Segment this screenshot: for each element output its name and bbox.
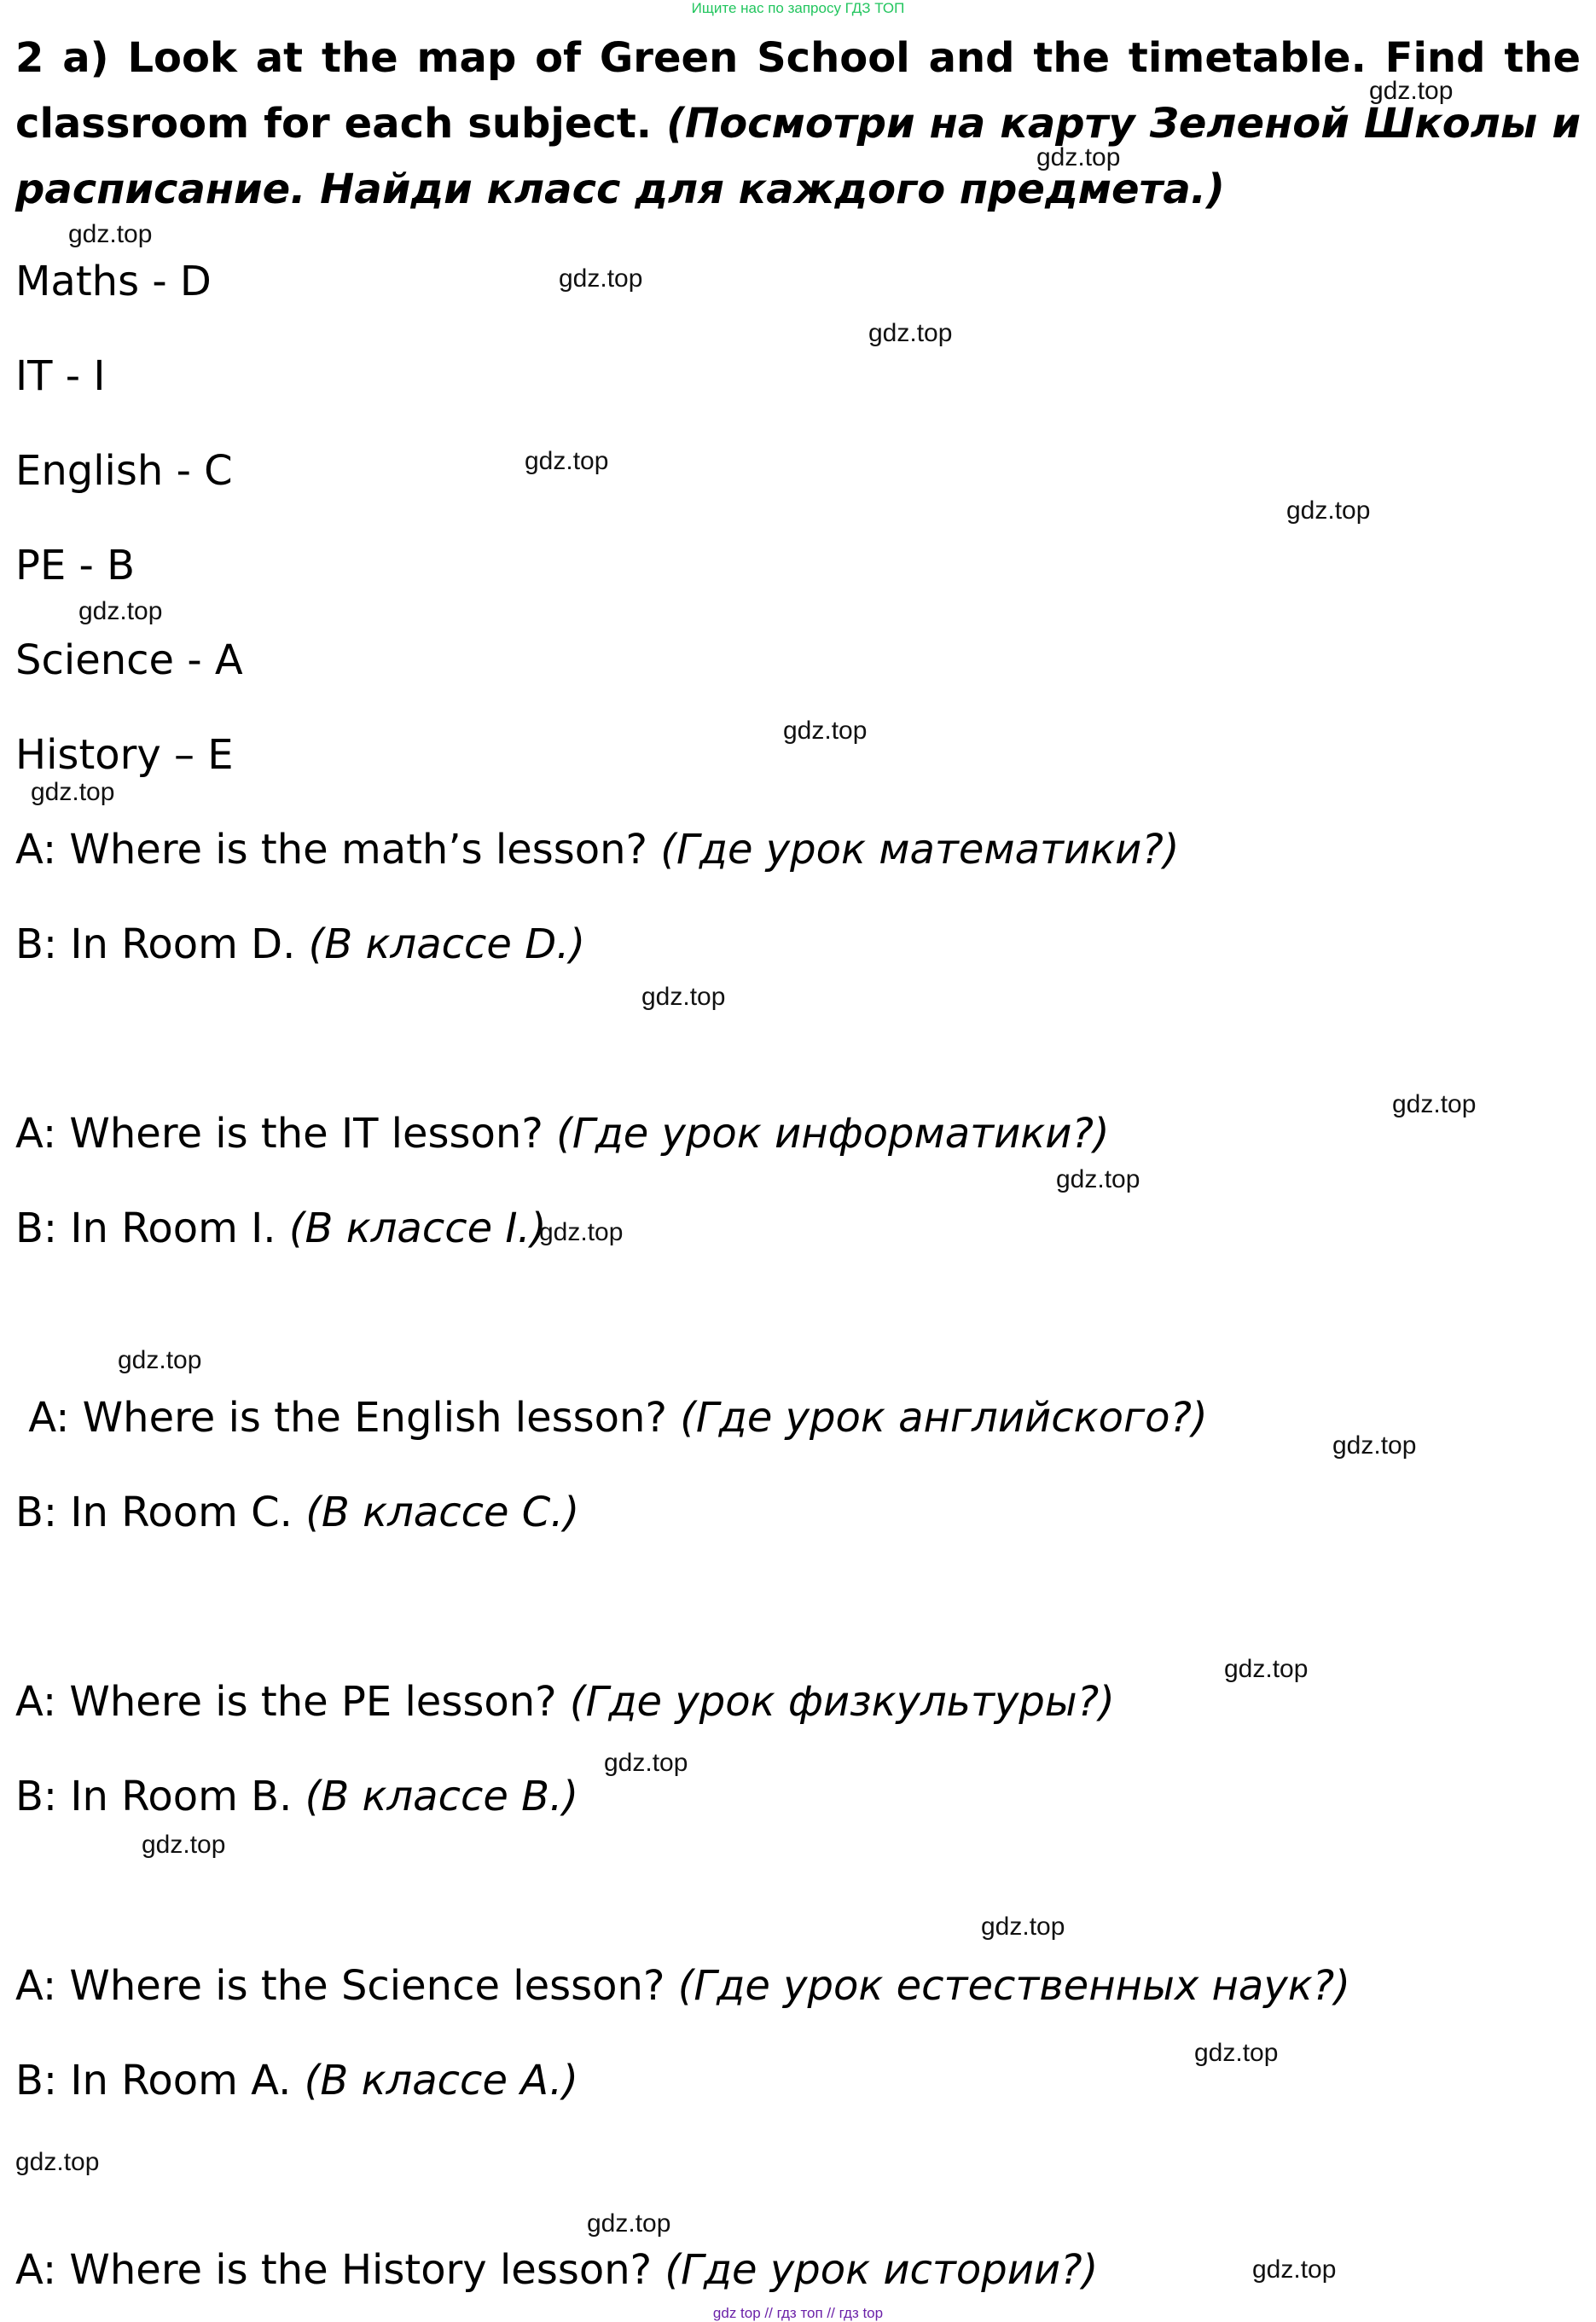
- top-search-note: Ищите нас по запросу ГДЗ ТОП: [691, 0, 905, 16]
- question-ru: (Где урок физкультуры?): [569, 1678, 1115, 1726]
- dialogue-question: [15, 1392, 1208, 1443]
- watermark: gdz.top: [539, 1218, 624, 1246]
- watermark: gdz.top: [15, 2148, 100, 2176]
- watermark: gdz.top: [559, 264, 643, 293]
- answer-ru: (В классе B.): [305, 1773, 579, 1820]
- dialogue-answer: [15, 2055, 578, 2106]
- answer-en: B: In Room D.: [15, 920, 296, 968]
- question-en: A: Where is the History lesson?: [15, 2246, 653, 2294]
- watermark: gdz.top: [1286, 496, 1371, 525]
- answer-en: B: In Room A.: [15, 2057, 292, 2104]
- footer-note: gdz top // гдз топ // гдз top: [712, 2305, 884, 2321]
- watermark: gdz.top: [1036, 143, 1121, 171]
- answer-ru: (В классе I.): [288, 1205, 547, 1252]
- dialogue-answer: [15, 1203, 547, 1254]
- watermark: gdz.top: [1224, 1655, 1309, 1683]
- watermark: gdz.top: [868, 319, 953, 347]
- answer-en: B: In Room C.: [15, 1489, 293, 1536]
- dialogue-answer: [15, 1487, 579, 1538]
- watermark: gdz.top: [1332, 1431, 1417, 1460]
- answer-ru: (В классе C.): [305, 1489, 580, 1536]
- subject-line: Science - A: [15, 636, 243, 684]
- watermark: gdz.top: [1369, 77, 1454, 105]
- question-en: A: Where is the English lesson?: [15, 1394, 667, 1442]
- subject-line: History – E: [15, 731, 234, 779]
- answer-en: B: In Room B.: [15, 1773, 293, 1820]
- question-en: A: Where is the PE lesson?: [15, 1678, 557, 1726]
- subject-line: PE - B: [15, 542, 136, 589]
- question-en: A: Where is the Science lesson?: [15, 1962, 665, 2010]
- dialogue-question: [15, 1960, 1350, 2011]
- task-heading-ru: (Посмотри на карту Зеленой Школы и расписание. Найди класс для каждого предмета.): [15, 100, 1581, 213]
- dialogue-question: [15, 1676, 1115, 1727]
- question-ru: (Где урок английского?): [680, 1394, 1208, 1442]
- watermark: gdz.top: [641, 983, 726, 1011]
- question-ru: (Где урок естественных наук?): [677, 1962, 1350, 2010]
- watermark: gdz.top: [142, 1831, 226, 1859]
- watermark: gdz.top: [1194, 2039, 1279, 2067]
- task-heading-en: 2 a) Look at the map of Green School and the timetable. Find the classroom for each subject.: [15, 34, 1581, 148]
- watermark: gdz.top: [783, 717, 868, 745]
- watermark: gdz.top: [31, 778, 115, 806]
- watermark: gdz.top: [1056, 1165, 1140, 1193]
- question-ru: (Где урок математики?): [660, 826, 1180, 874]
- question-en: A: Where is the IT lesson?: [15, 1110, 543, 1158]
- watermark: gdz.top: [981, 1913, 1065, 1941]
- question-ru: (Где урок информатики?): [556, 1110, 1110, 1158]
- watermark: gdz.top: [1252, 2255, 1337, 2284]
- question-ru: (Где урок истории?): [665, 2246, 1099, 2294]
- watermark: gdz.top: [604, 1749, 688, 1777]
- watermark: gdz.top: [525, 447, 609, 475]
- watermark: gdz.top: [118, 1346, 202, 1374]
- watermark: gdz.top: [78, 597, 163, 625]
- subject-line: English - C: [15, 447, 233, 495]
- dialogue-answer: [15, 919, 585, 970]
- answer-ru: (В классе D.): [308, 920, 586, 968]
- dialogue-question: [15, 2244, 1098, 2296]
- watermark: gdz.top: [1392, 1090, 1477, 1118]
- answer-ru: (В классе A.): [304, 2057, 578, 2104]
- answer-en: B: In Room I.: [15, 1205, 276, 1252]
- task-heading: [15, 26, 1581, 223]
- watermark: gdz.top: [68, 220, 153, 248]
- dialogue-answer: [15, 1771, 578, 1822]
- watermark: gdz.top: [587, 2209, 671, 2238]
- subject-line: IT - I: [15, 352, 106, 400]
- question-en: A: Where is the math’s lesson?: [15, 826, 648, 874]
- dialogue-question: [15, 824, 1180, 875]
- dialogue-question: [15, 1108, 1110, 1159]
- subject-line: Maths - D: [15, 258, 212, 305]
